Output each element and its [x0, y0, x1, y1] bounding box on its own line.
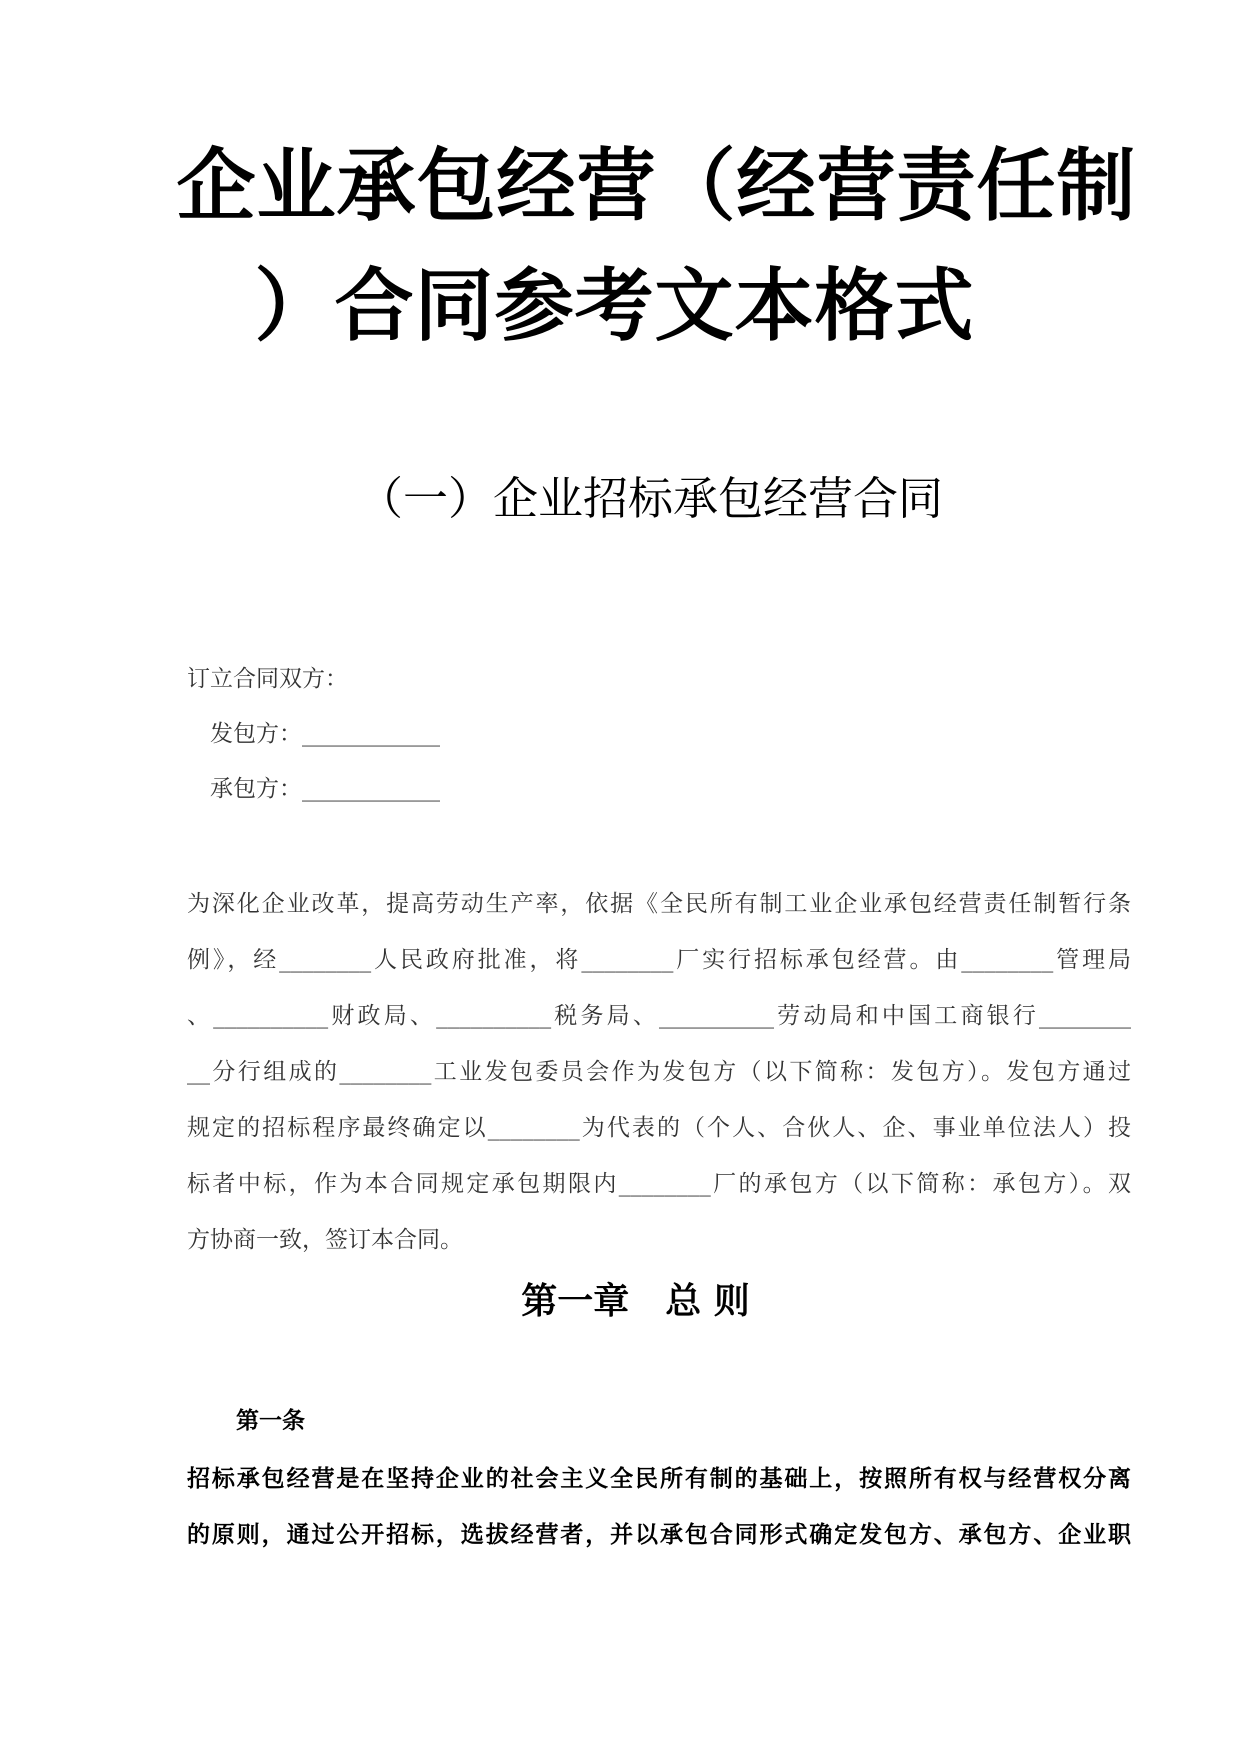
contractor-line: 承包方：____________: [187, 776, 440, 802]
document-title-line-2: ）合同参考文本格式: [254, 259, 975, 352]
parties-heading: 订立合同双方：: [187, 666, 348, 692]
article-line: 的原则，通过公开招标，选拔经营者，并以承包合同形式确定发包方、承包方、企业职: [187, 1521, 1131, 1548]
section-subtitle: （一）企业招标承包经营合同: [357, 472, 943, 525]
employer-line: 发包方：____________: [187, 721, 440, 747]
article-heading: 第一条: [236, 1407, 305, 1434]
preamble-line: 例》，经________人民政府批准，将________厂实行招标承包经营。由________管理局: [187, 947, 1131, 973]
preamble-line: 为深化企业改革，提高劳动生产率，依据《全民所有制工业企业承包经营责任制暂行条: [187, 891, 1131, 917]
preamble-line: 标者中标，作为本合同规定承包期限内________厂的承包方（以下简称：承包方）。双: [187, 1171, 1131, 1197]
article-line: 招标承包经营是在坚持企业的社会主义全民所有制的基础上，按照所有权与经营权分离: [187, 1465, 1131, 1492]
preamble-line: 、__________财政局、__________税务局、__________劳动局和中国工商银行________: [187, 1003, 1131, 1029]
preamble-line: 规定的招标程序最终确定以________为代表的（个人、合伙人、企、事业单位法人）投: [187, 1115, 1131, 1141]
preamble-line: 方协商一致，签订本合同。: [187, 1227, 463, 1253]
document-title-line-1: 企业承包经营（经营责任制: [176, 139, 1137, 232]
preamble-line: __分行组成的________工业发包委员会作为发包方（以下简称：发包方）。发包方通过: [187, 1059, 1131, 1085]
chapter-heading: 第一章 总 则: [521, 1280, 750, 1322]
